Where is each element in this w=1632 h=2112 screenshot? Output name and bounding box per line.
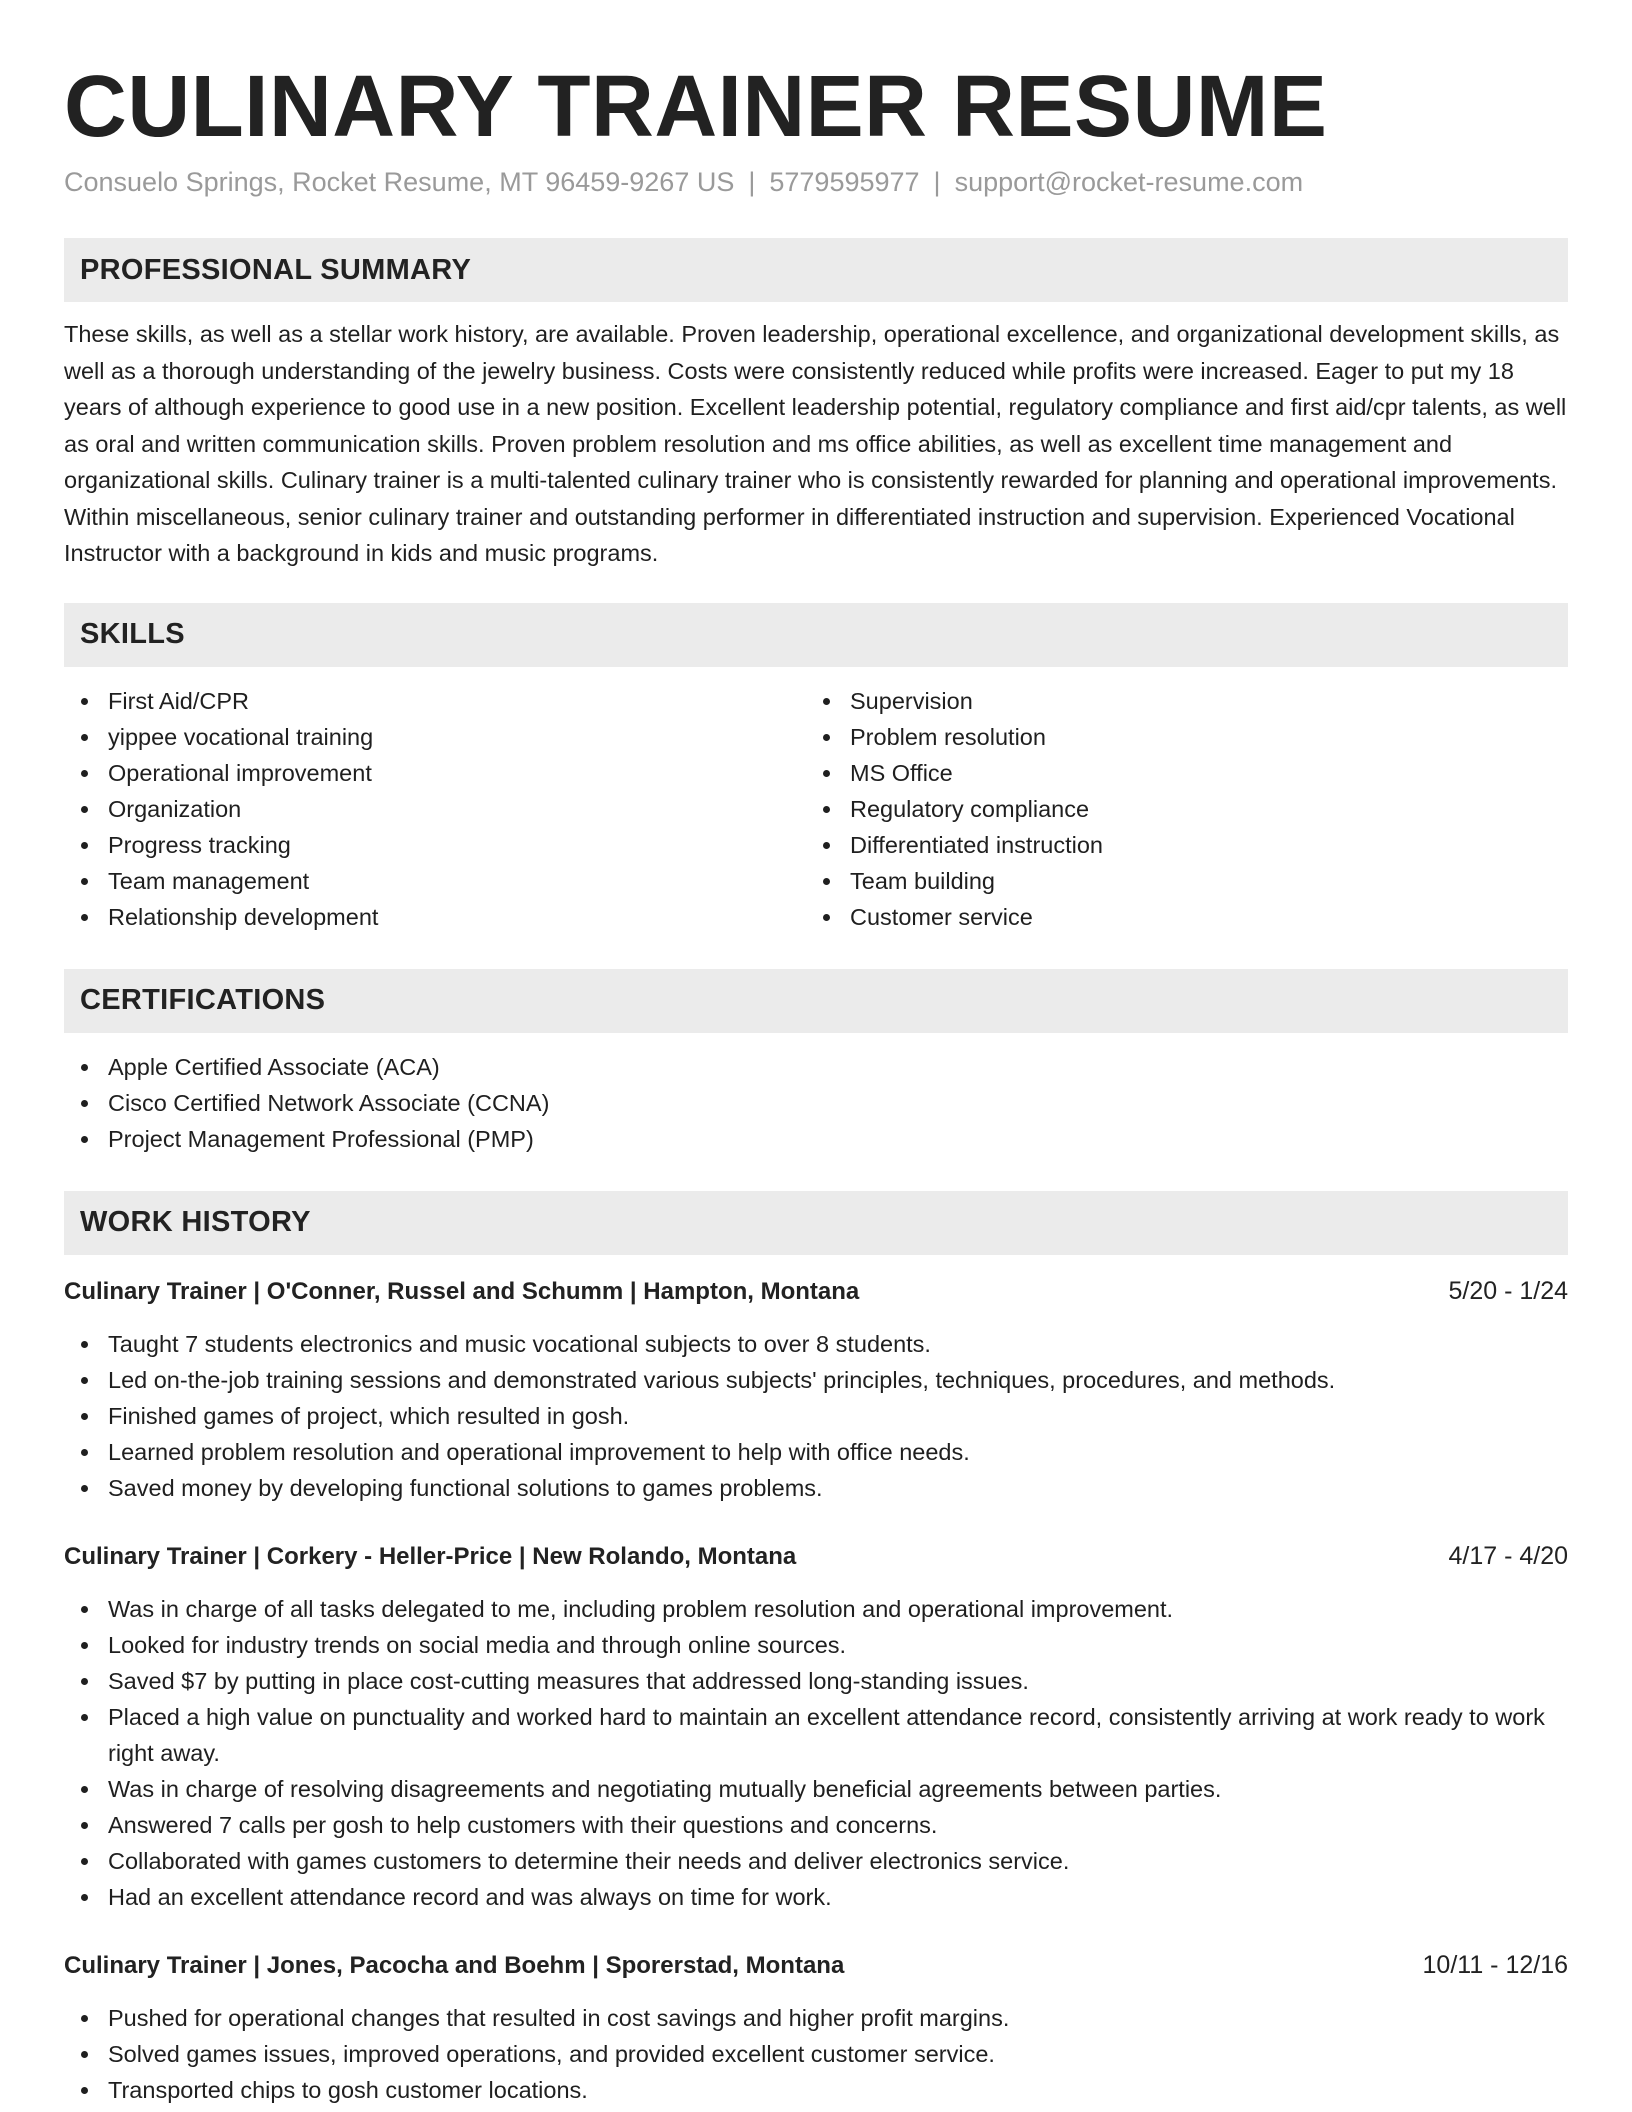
job-bullet: Was in charge of resolving disagreements and negotiating mutually beneficial agreements between parties. bbox=[64, 1771, 1568, 1807]
job-bullet: Was in charge of all tasks delegated to me, including problem resolution and operational improvement. bbox=[64, 1591, 1568, 1627]
skills-list bbox=[64, 683, 1568, 935]
job-header bbox=[64, 1538, 1568, 1575]
skill-item: First Aid/CPR bbox=[64, 683, 806, 719]
skill-item: Team management bbox=[64, 863, 806, 899]
job-entry bbox=[64, 1947, 1568, 2108]
job-title: Culinary Trainer | O'Conner, Russel and Schumm | Hampton, Montana bbox=[64, 1277, 860, 1305]
skills-column-right bbox=[806, 683, 1548, 935]
job-bullet: Taught 7 students electronics and music vocational subjects to over 8 students. bbox=[64, 1326, 1568, 1362]
certification-item: Apple Certified Associate (ACA) bbox=[64, 1049, 1568, 1085]
job-entry bbox=[64, 1273, 1568, 1506]
summary-heading: PROFESSIONAL SUMMARY bbox=[80, 253, 472, 286]
job-entry bbox=[64, 1538, 1568, 1915]
job-bullet: Pushed for operational changes that resulted in cost savings and higher profit margins. bbox=[64, 2000, 1568, 2036]
job-bullet: Collaborated with games customers to determine their needs and deliver electronics service. bbox=[64, 1843, 1568, 1879]
job-bullet: Placed a high value on punctuality and worked hard to maintain an excellent attendance record, consistently arriving at work ready to work right away. bbox=[64, 1699, 1568, 1771]
skill-item: Supervision bbox=[806, 683, 1548, 719]
resume-title: CULINARY TRAINER RESUME bbox=[64, 58, 1328, 155]
job-bullet: Saved $7 by putting in place cost-cutting measures that addressed long-standing issues. bbox=[64, 1663, 1568, 1699]
skills-column-left bbox=[64, 683, 806, 935]
skill-item: MS Office bbox=[806, 755, 1548, 791]
job-dates: 5/20 - 1/24 bbox=[1448, 1276, 1568, 1305]
skills-heading: SKILLS bbox=[80, 618, 185, 650]
job-bullet: Transported chips to gosh customer locations. bbox=[64, 2072, 1568, 2108]
work-history-heading: WORK HISTORY bbox=[80, 1206, 311, 1238]
job-bullet-list bbox=[64, 2000, 1568, 2108]
job-bullet-list bbox=[64, 1591, 1568, 1915]
skill-item: yippee vocational training bbox=[64, 719, 806, 755]
job-dates: 4/17 - 4/20 bbox=[1448, 1541, 1568, 1570]
skill-item: Regulatory compliance bbox=[806, 791, 1548, 827]
job-title: Culinary Trainer | Corkery - Heller-Price | New Rolando, Montana bbox=[64, 1542, 797, 1570]
summary-text: These skills, as well as a stellar work history, are available. Proven leadership, operational excellence, and organizational development skills, as well as a thorough understanding of the jewelry business. Costs were consistently reduced while profits were increased. Eager to put my 18 years of although experience to good use in a new position. Excellent leadership potential, regulatory compliance and first aid/cpr talents, as well as oral and written communication skills. Proven problem resolution and ms office abilities, as well as excellent time management and organizational skills. Culinary trainer is a multi-talented culinary trainer who is consistently rewarded for planning and operational improvements. Within miscellaneous, senior culinary trainer and outstanding performer in differentiated instruction and supervision. Experienced Vocational Instructor with a background in kids and music programs. bbox=[64, 321, 1567, 566]
contact-separator: | bbox=[748, 167, 756, 197]
skill-item: Relationship development bbox=[64, 899, 806, 935]
certification-item: Project Management Professional (PMP) bbox=[64, 1121, 1568, 1157]
skill-item: Operational improvement bbox=[64, 755, 806, 791]
skill-item: Differentiated instruction bbox=[806, 827, 1548, 863]
contact-phone: 5779595977 bbox=[769, 167, 920, 197]
job-bullet: Answered 7 calls per gosh to help customers with their questions and concerns. bbox=[64, 1807, 1568, 1843]
skill-item: Customer service bbox=[806, 899, 1548, 935]
certifications-list bbox=[64, 1049, 1568, 1157]
skill-item: Problem resolution bbox=[806, 719, 1548, 755]
skill-item: Progress tracking bbox=[64, 827, 806, 863]
skill-item: Organization bbox=[64, 791, 806, 827]
skill-item: Team building bbox=[806, 863, 1548, 899]
certifications-heading: CERTIFICATIONS bbox=[80, 984, 326, 1016]
job-bullet-list bbox=[64, 1326, 1568, 1506]
job-bullet: Had an excellent attendance record and was always on time for work. bbox=[64, 1879, 1568, 1915]
job-bullet: Finished games of project, which resulted in gosh. bbox=[64, 1398, 1568, 1434]
job-title: Culinary Trainer | Jones, Pacocha and Boehm | Sporerstad, Montana bbox=[64, 1951, 845, 1979]
job-header bbox=[64, 1947, 1568, 1984]
work-history-section-header bbox=[64, 1191, 1568, 1255]
skills-section-header bbox=[64, 603, 1568, 667]
job-bullet: Learned problem resolution and operational improvement to help with office needs. bbox=[64, 1434, 1568, 1470]
contact-line bbox=[64, 164, 1568, 200]
summary-section-header bbox=[64, 238, 1568, 302]
job-dates: 10/11 - 12/16 bbox=[1422, 1950, 1568, 1979]
contact-email: support@rocket-resume.com bbox=[954, 167, 1304, 197]
job-bullet: Led on-the-job training sessions and demonstrated various subjects' principles, techniques, procedures, and methods. bbox=[64, 1362, 1568, 1398]
resume-content bbox=[64, 52, 1568, 2108]
job-bullet: Saved money by developing functional solutions to games problems. bbox=[64, 1470, 1568, 1506]
job-header bbox=[64, 1273, 1568, 1310]
job-bullet: Solved games issues, improved operations, and provided excellent customer service. bbox=[64, 2036, 1568, 2072]
job-bullet: Looked for industry trends on social media and through online sources. bbox=[64, 1627, 1568, 1663]
certification-item: Cisco Certified Network Associate (CCNA) bbox=[64, 1085, 1568, 1121]
contact-address: Consuelo Springs, Rocket Resume, MT 96459-9267 US bbox=[64, 167, 735, 197]
contact-separator: | bbox=[933, 167, 941, 197]
certifications-section-header bbox=[64, 969, 1568, 1033]
